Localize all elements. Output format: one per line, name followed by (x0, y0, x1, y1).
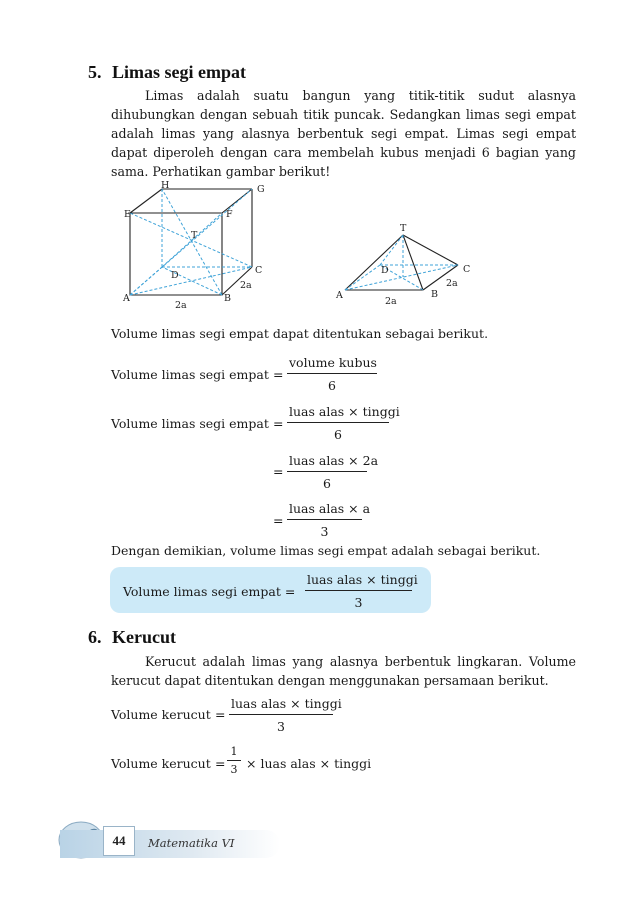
section-6-title: Kerucut (112, 627, 176, 647)
pyramid-edge-ta (345, 235, 403, 290)
kerucut-eq2-rest: × luas alas × tinggi (246, 756, 372, 771)
eq2-denominator: 6 (334, 427, 342, 442)
eq4-fraction (287, 501, 371, 539)
eq4-equals: = (273, 513, 284, 528)
section-6-paragraph: Kerucut adalah limas yang alasnya berbentuk lingkaran. Volume kerucut dapat ditentukan dengan menggunakan persamaan berikut. (111, 654, 576, 688)
section-5-number: 5. (88, 62, 102, 82)
eq3-equals: = (273, 464, 284, 479)
cube-base-ac (130, 267, 252, 295)
box-denominator: 3 (354, 595, 363, 610)
kerucut-eq1-left: Volume kerucut (111, 707, 211, 722)
kerucut-eq2-fraction (227, 745, 241, 776)
cube-label-c: C (255, 265, 263, 276)
pyramid-label-t: T (400, 223, 407, 234)
volume-intro: Volume limas segi empat dapat ditentukan sebagai berikut. (111, 326, 489, 341)
cube-figure (110, 175, 280, 315)
kerucut-eq1-numerator: luas alas × tinggi (229, 696, 333, 715)
pyramid-label-d: D (381, 265, 389, 276)
conclusion-text: Dengan demikian, volume limas segi empat adalah sebagai berikut. (111, 543, 541, 558)
eq2-equals: = (273, 416, 284, 431)
eq1-denominator: 6 (328, 378, 336, 393)
eq3-numerator: luas alas × 2a (287, 453, 367, 472)
cube-label-e: E (124, 209, 131, 220)
eq2-fraction (287, 404, 400, 442)
box-numerator: luas alas × tinggi (305, 572, 412, 591)
eq3-fraction (287, 453, 379, 491)
eq4-denominator: 3 (320, 524, 329, 539)
eq2-numerator: luas alas × tinggi (287, 404, 389, 423)
box-left: Volume limas segi empat = (123, 584, 296, 599)
cube-label-bottom: 2a (175, 300, 187, 311)
cube-label-side: 2a (240, 280, 252, 291)
cube-diag-ag (130, 189, 252, 295)
pyramid-edge-td (380, 235, 403, 265)
eq2-left: Volume limas segi empat (111, 416, 269, 431)
page-number: 44 (103, 826, 135, 856)
pyramid-label-b: B (431, 289, 438, 300)
cube-label-f: F (226, 209, 233, 220)
cube-label-g: G (257, 184, 265, 195)
kerucut-eq2-numerator: 1 (227, 745, 241, 761)
section-5-paragraph: Limas adalah suatu bangun yang titik-titik sudut alasnya dihubungkan dengan sebuah titik puncak. Sedangkan limas segi empat adalah limas yang alasnya berbentuk segi empat. Limas segi empat dapat diperoleh dengan cara membelah kubus menjadi 6 bagian yang sama. Perhatikan gambar berikut! (111, 88, 576, 179)
pyramid-label-bottom: 2a (385, 296, 397, 307)
kerucut-eq1-denominator: 3 (277, 719, 285, 734)
kerucut-eq1-fraction (229, 696, 342, 734)
kerucut-eq1-equals: = (215, 707, 226, 722)
section-5-title: Limas segi empat (112, 62, 246, 82)
cube-label-a: A (123, 293, 130, 304)
eq1-fraction (287, 355, 377, 393)
cube-label-h: H (161, 180, 170, 191)
kerucut-eq2-equals: = (215, 756, 226, 771)
cube-label-t: T (191, 230, 198, 241)
footer-book-title: Matematika VI (148, 836, 235, 850)
eq1-numerator: volume kubus (287, 355, 377, 374)
eq4-numerator: luas alas × a (287, 501, 362, 520)
cube-edge-eh (130, 189, 162, 213)
box-fraction (305, 572, 418, 610)
kerucut-eq2-left: Volume kerucut (111, 756, 211, 771)
cube-label-b: B (224, 293, 231, 304)
eq1-equals: = (273, 367, 284, 382)
section-6-number: 6. (88, 627, 102, 647)
pyramid-label-c: C (463, 264, 471, 275)
pyramid-label-side: 2a (446, 278, 458, 289)
eq3-denominator: 6 (323, 476, 331, 491)
kerucut-eq2-denominator: 3 (230, 763, 238, 776)
pyramid-edge-tb (403, 235, 423, 290)
pyramid-label-a: A (336, 290, 343, 301)
eq1-left: Volume limas segi empat (111, 367, 269, 382)
pyramid-edge-tc (403, 235, 458, 265)
cube-label-d: D (171, 270, 179, 281)
